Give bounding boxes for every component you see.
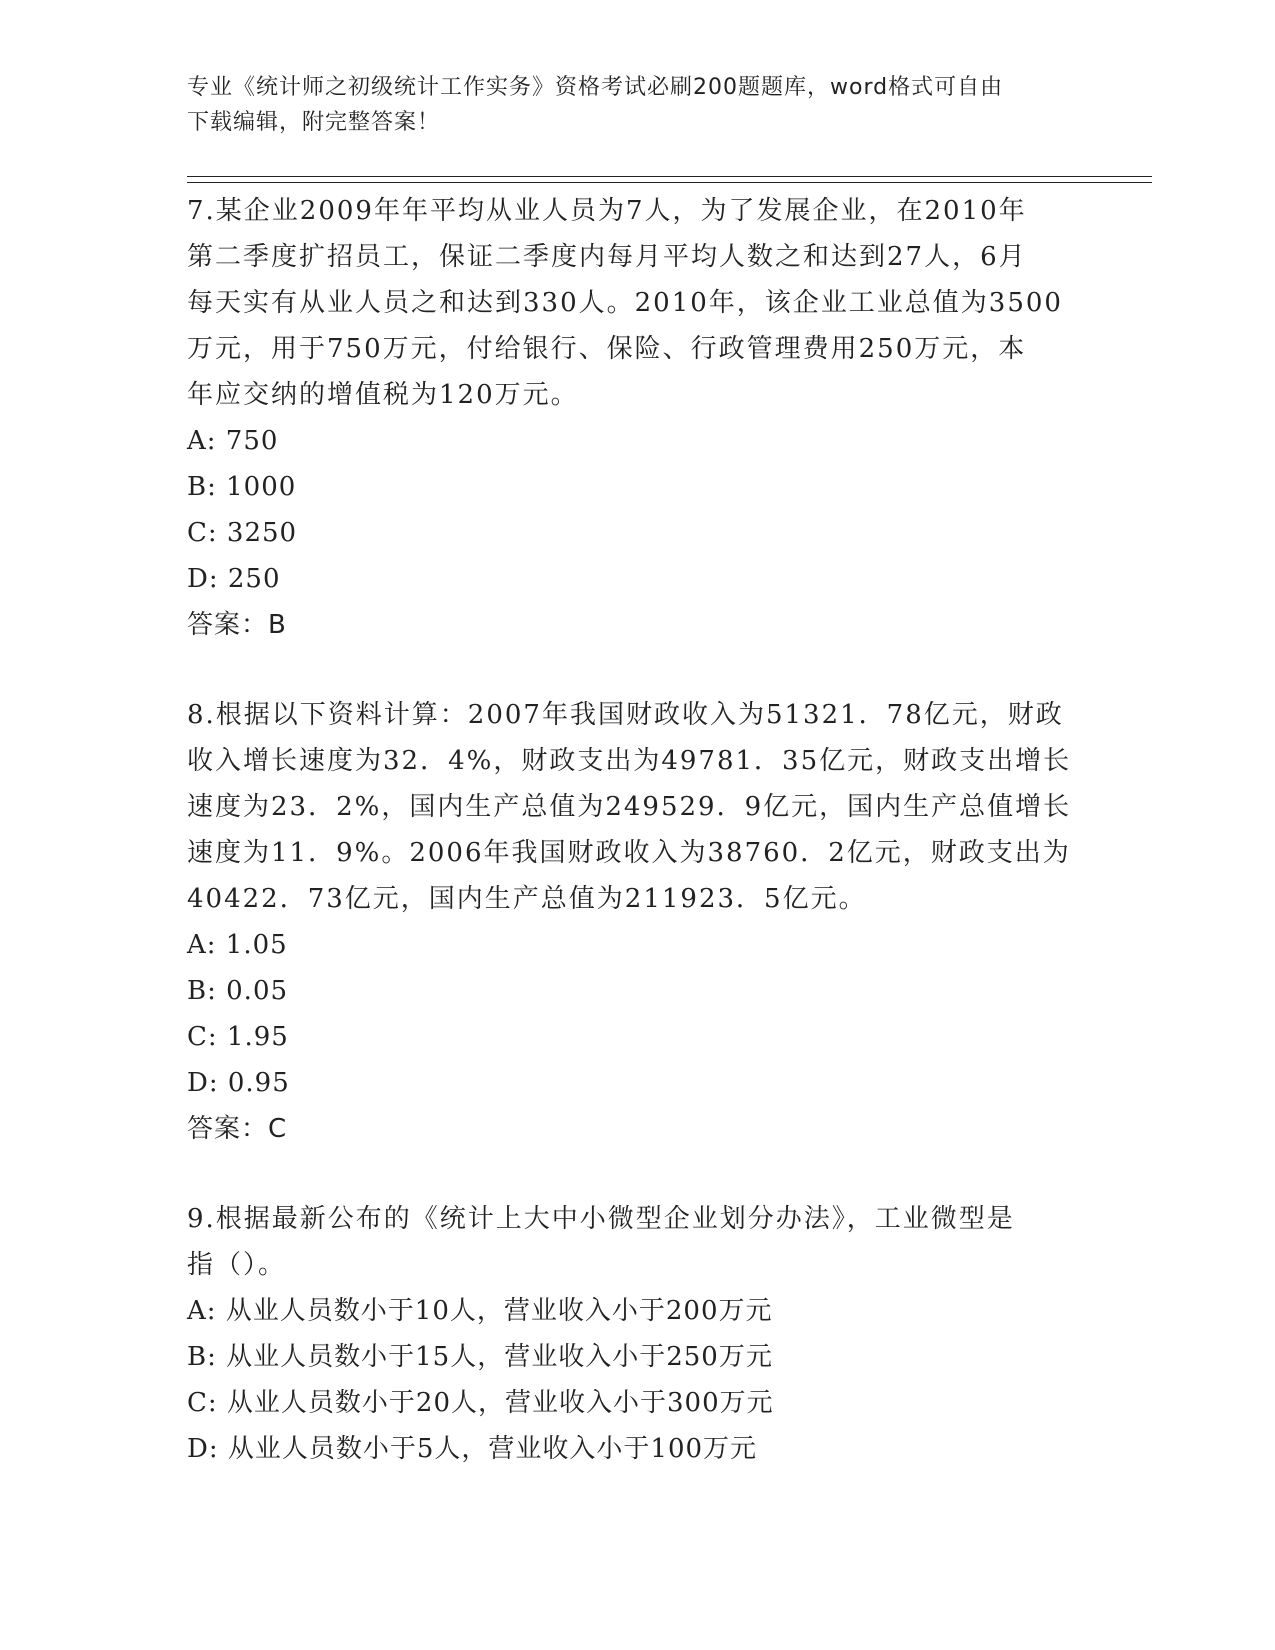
header-line: 下载编辑，附完整答案！ [187, 110, 441, 135]
header-divider [187, 176, 1152, 177]
option-b: B: 0.05 [187, 976, 289, 1006]
header-divider [187, 182, 1152, 183]
option-d: D: 250 [187, 564, 281, 594]
option-a: A: 1.05 [187, 930, 288, 960]
question-line: 第二季度扩招员工，保证二季度内每月平均人数之和达到27人，6月 [187, 242, 1027, 272]
option-b: B: 从业人员数小于15人，营业收入小于250万元 [187, 1342, 773, 1372]
question-9 [187, 1196, 1087, 1472]
option-d: D: 从业人员数小于5人，营业收入小于100万元 [187, 1434, 758, 1464]
option-b: B: 1000 [187, 472, 297, 502]
question-line: 9.根据最新公布的《统计上大中小微型企业划分办法》，工业微型是 [187, 1204, 1015, 1234]
option-c: C: 1.95 [187, 1022, 289, 1052]
document-header [187, 70, 1067, 140]
question-line: 年应交纳的增值税为120万元。 [187, 380, 579, 410]
question-line: 8.根据以下资料计算：2007年我国财政收入为51321．78亿元，财政 [187, 700, 1064, 730]
answer: 答案：C [187, 1114, 288, 1144]
answer: 答案：B [187, 610, 287, 640]
question-line: 每天实有从业人员之和达到330人。2010年，该企业工业总值为3500 [187, 288, 1063, 318]
question-line: 7.某企业2009年年平均从业人员为7人，为了发展企业，在2010年 [187, 196, 1027, 226]
question-line: 万元，用于750万元，付给银行、保险、行政管理费用250万元，本 [187, 334, 1027, 364]
question-8 [187, 692, 1087, 1152]
header-line: 专业《统计师之初级统计工作实务》资格考试必刷200题题库，word格式可自由 [187, 75, 1004, 100]
question-7 [187, 188, 1087, 648]
option-c: C: 从业人员数小于20人，营业收入小于300万元 [187, 1388, 774, 1418]
question-line: 指（）。 [187, 1250, 287, 1280]
question-line: 速度为11．9%。2006年我国财政收入为38760．2亿元，财政支出为 [187, 838, 1071, 868]
option-d: D: 0.95 [187, 1068, 290, 1098]
option-c: C: 3250 [187, 518, 298, 548]
question-line: 40422．73亿元，国内生产总值为211923．5亿元。 [187, 884, 867, 914]
question-line: 速度为23．2%，国内生产总值为249529．9亿元，国内生产总值增长 [187, 792, 1072, 822]
option-a: A: 750 [187, 426, 279, 456]
question-line: 收入增长速度为32．4%，财政支出为49781．35亿元，财政支出增长 [187, 746, 1072, 776]
option-a: A: 从业人员数小于10人，营业收入小于200万元 [187, 1296, 773, 1326]
